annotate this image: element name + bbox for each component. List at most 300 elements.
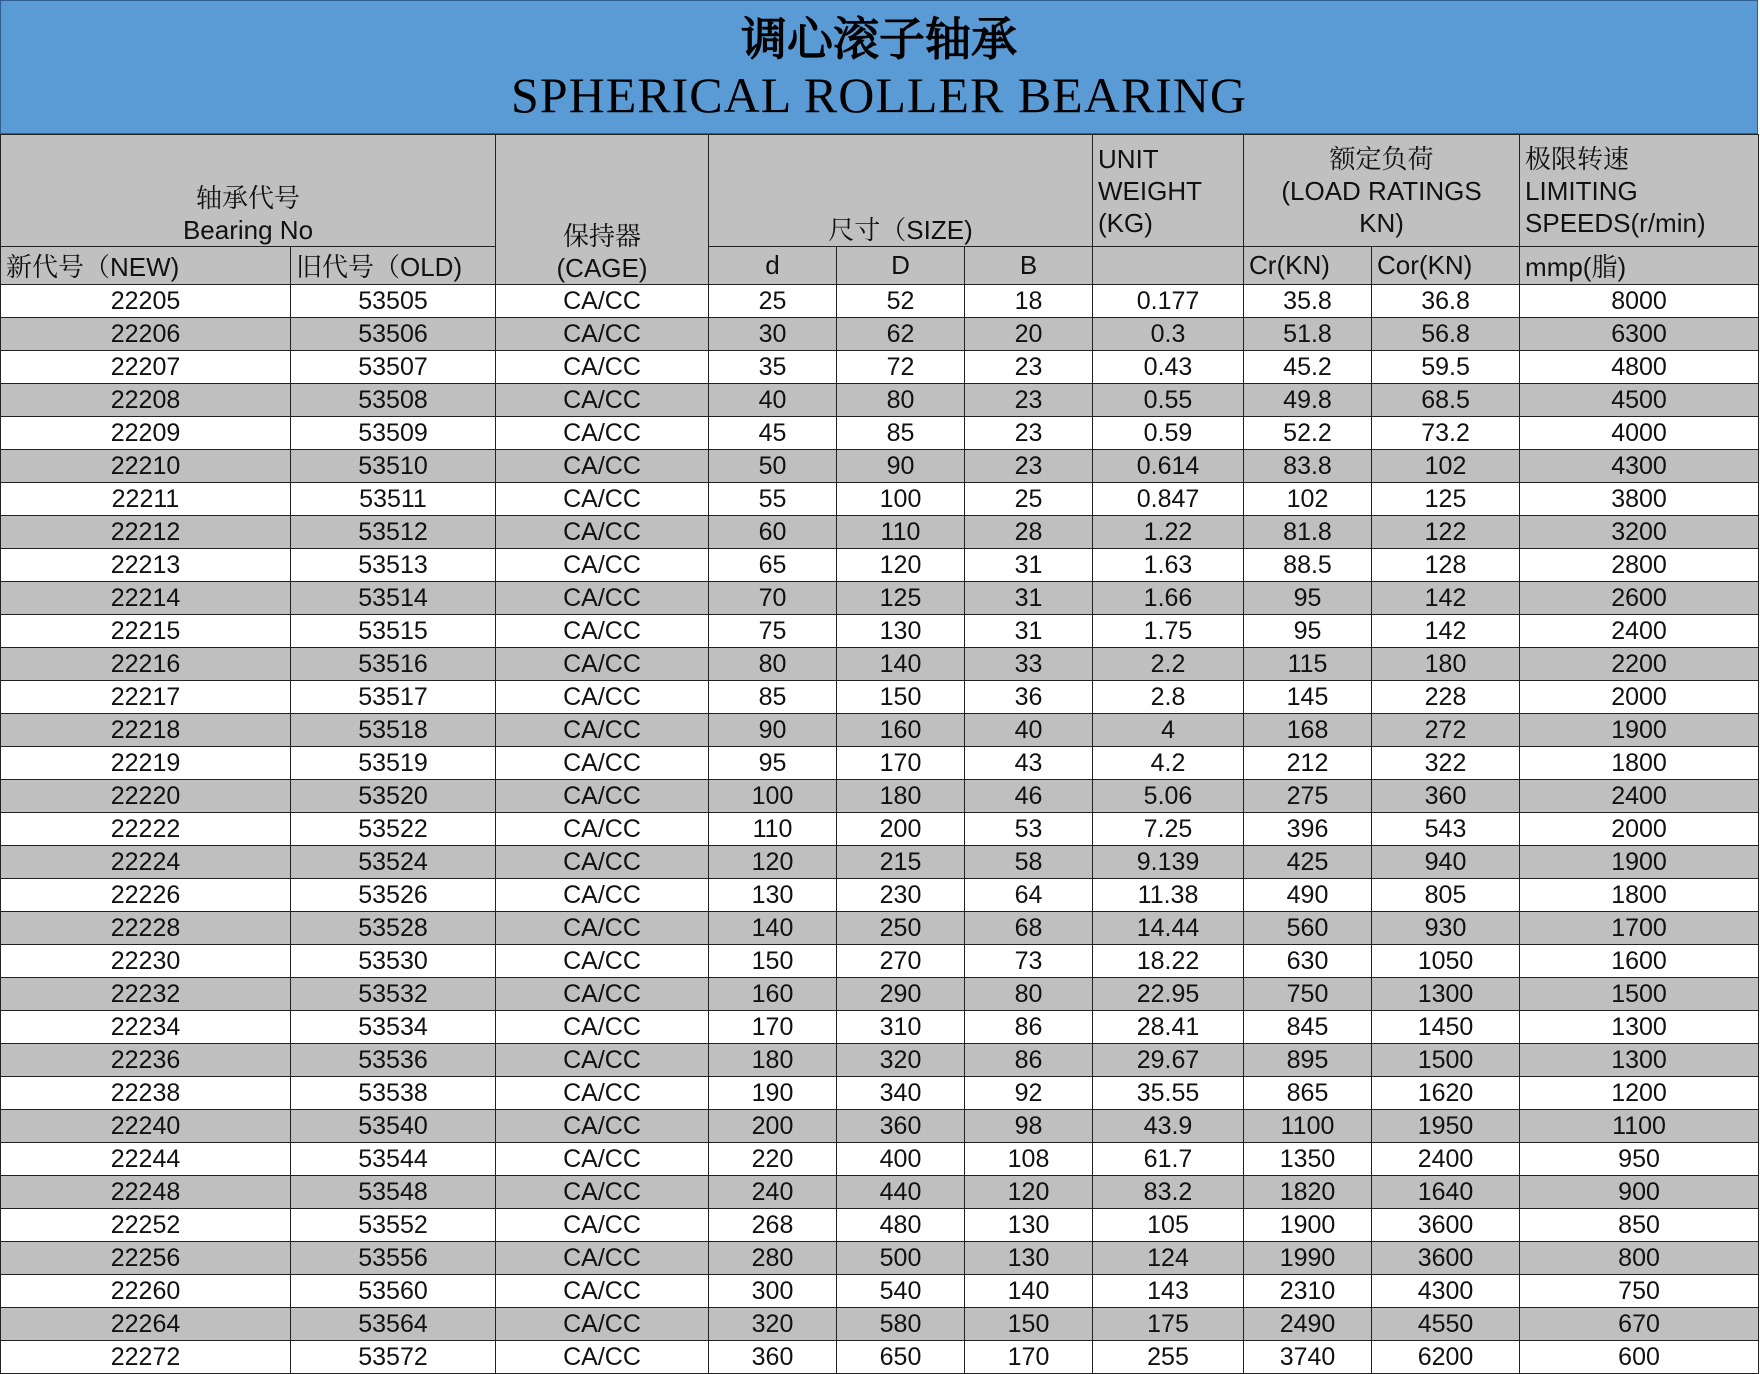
- cell-d[interactable]: 90: [709, 714, 837, 747]
- cell-D[interactable]: 360: [837, 1110, 965, 1143]
- cell-new-code[interactable]: 22232: [1, 978, 291, 1011]
- cell-cage[interactable]: CA/CC: [496, 1341, 709, 1374]
- cell-old-code[interactable]: 53572: [291, 1341, 496, 1374]
- cell-cage[interactable]: CA/CC: [496, 714, 709, 747]
- cell-unit-weight[interactable]: 0.3: [1093, 318, 1244, 351]
- cell-B[interactable]: 170: [965, 1341, 1093, 1374]
- cell-B[interactable]: 20: [965, 318, 1093, 351]
- cell-cage[interactable]: CA/CC: [496, 549, 709, 582]
- cell-d[interactable]: 140: [709, 912, 837, 945]
- cell-old-code[interactable]: 53552: [291, 1209, 496, 1242]
- cell-cage[interactable]: CA/CC: [496, 945, 709, 978]
- cell-cage[interactable]: CA/CC: [496, 1176, 709, 1209]
- cell-cr[interactable]: 750: [1244, 978, 1372, 1011]
- cell-B[interactable]: 31: [965, 615, 1093, 648]
- cell-limiting-speed[interactable]: 1700: [1520, 912, 1759, 945]
- cell-unit-weight[interactable]: 4.2: [1093, 747, 1244, 780]
- cell-cage[interactable]: CA/CC: [496, 1275, 709, 1308]
- cell-old-code[interactable]: 53536: [291, 1044, 496, 1077]
- cell-new-code[interactable]: 22264: [1, 1308, 291, 1341]
- cell-new-code[interactable]: 22236: [1, 1044, 291, 1077]
- cell-limiting-speed[interactable]: 2000: [1520, 813, 1759, 846]
- cell-old-code[interactable]: 53520: [291, 780, 496, 813]
- cell-cor[interactable]: 3600: [1372, 1209, 1520, 1242]
- cell-unit-weight[interactable]: 0.55: [1093, 384, 1244, 417]
- cell-B[interactable]: 40: [965, 714, 1093, 747]
- cell-cr[interactable]: 1900: [1244, 1209, 1372, 1242]
- cell-cage[interactable]: CA/CC: [496, 351, 709, 384]
- cell-limiting-speed[interactable]: 4800: [1520, 351, 1759, 384]
- cell-D[interactable]: 85: [837, 417, 965, 450]
- cell-limiting-speed[interactable]: 4300: [1520, 450, 1759, 483]
- cell-new-code[interactable]: 22260: [1, 1275, 291, 1308]
- cell-B[interactable]: 120: [965, 1176, 1093, 1209]
- cell-d[interactable]: 70: [709, 582, 837, 615]
- cell-new-code[interactable]: 22207: [1, 351, 291, 384]
- cell-old-code[interactable]: 53515: [291, 615, 496, 648]
- cell-new-code[interactable]: 22244: [1, 1143, 291, 1176]
- cell-B[interactable]: 130: [965, 1209, 1093, 1242]
- cell-limiting-speed[interactable]: 850: [1520, 1209, 1759, 1242]
- cell-D[interactable]: 170: [837, 747, 965, 780]
- cell-unit-weight[interactable]: 255: [1093, 1341, 1244, 1374]
- cell-unit-weight[interactable]: 5.06: [1093, 780, 1244, 813]
- cell-cr[interactable]: 168: [1244, 714, 1372, 747]
- cell-limiting-speed[interactable]: 1900: [1520, 714, 1759, 747]
- cell-cor[interactable]: 543: [1372, 813, 1520, 846]
- cell-B[interactable]: 58: [965, 846, 1093, 879]
- cell-new-code[interactable]: 22272: [1, 1341, 291, 1374]
- cell-unit-weight[interactable]: 0.614: [1093, 450, 1244, 483]
- cell-cor[interactable]: 272: [1372, 714, 1520, 747]
- cell-limiting-speed[interactable]: 600: [1520, 1341, 1759, 1374]
- cell-old-code[interactable]: 53564: [291, 1308, 496, 1341]
- cell-B[interactable]: 68: [965, 912, 1093, 945]
- cell-D[interactable]: 580: [837, 1308, 965, 1341]
- cell-unit-weight[interactable]: 61.7: [1093, 1143, 1244, 1176]
- cell-cor[interactable]: 360: [1372, 780, 1520, 813]
- cell-D[interactable]: 52: [837, 285, 965, 318]
- cell-B[interactable]: 86: [965, 1011, 1093, 1044]
- cell-cr[interactable]: 95: [1244, 615, 1372, 648]
- cell-old-code[interactable]: 53530: [291, 945, 496, 978]
- cell-unit-weight[interactable]: 29.67: [1093, 1044, 1244, 1077]
- cell-cage[interactable]: CA/CC: [496, 1011, 709, 1044]
- cell-cor[interactable]: 1620: [1372, 1077, 1520, 1110]
- cell-D[interactable]: 270: [837, 945, 965, 978]
- cell-B[interactable]: 140: [965, 1275, 1093, 1308]
- cell-old-code[interactable]: 53540: [291, 1110, 496, 1143]
- cell-unit-weight[interactable]: 43.9: [1093, 1110, 1244, 1143]
- cell-cr[interactable]: 630: [1244, 945, 1372, 978]
- cell-cage[interactable]: CA/CC: [496, 1242, 709, 1275]
- cell-cor[interactable]: 6200: [1372, 1341, 1520, 1374]
- cell-B[interactable]: 33: [965, 648, 1093, 681]
- cell-limiting-speed[interactable]: 750: [1520, 1275, 1759, 1308]
- cell-D[interactable]: 100: [837, 483, 965, 516]
- cell-limiting-speed[interactable]: 2800: [1520, 549, 1759, 582]
- cell-D[interactable]: 150: [837, 681, 965, 714]
- cell-old-code[interactable]: 53560: [291, 1275, 496, 1308]
- cell-cor[interactable]: 930: [1372, 912, 1520, 945]
- cell-d[interactable]: 280: [709, 1242, 837, 1275]
- cell-limiting-speed[interactable]: 6300: [1520, 318, 1759, 351]
- cell-new-code[interactable]: 22234: [1, 1011, 291, 1044]
- cell-cr[interactable]: 95: [1244, 582, 1372, 615]
- cell-cage[interactable]: CA/CC: [496, 318, 709, 351]
- cell-cor[interactable]: 36.8: [1372, 285, 1520, 318]
- cell-B[interactable]: 25: [965, 483, 1093, 516]
- cell-cage[interactable]: CA/CC: [496, 582, 709, 615]
- cell-cor[interactable]: 122: [1372, 516, 1520, 549]
- cell-D[interactable]: 250: [837, 912, 965, 945]
- cell-cor[interactable]: 1640: [1372, 1176, 1520, 1209]
- cell-cor[interactable]: 1300: [1372, 978, 1520, 1011]
- cell-cr[interactable]: 102: [1244, 483, 1372, 516]
- cell-new-code[interactable]: 22206: [1, 318, 291, 351]
- cell-d[interactable]: 150: [709, 945, 837, 978]
- cell-old-code[interactable]: 53505: [291, 285, 496, 318]
- cell-new-code[interactable]: 22205: [1, 285, 291, 318]
- cell-cage[interactable]: CA/CC: [496, 648, 709, 681]
- cell-new-code[interactable]: 22209: [1, 417, 291, 450]
- cell-cr[interactable]: 275: [1244, 780, 1372, 813]
- cell-d[interactable]: 50: [709, 450, 837, 483]
- cell-unit-weight[interactable]: 14.44: [1093, 912, 1244, 945]
- cell-limiting-speed[interactable]: 1900: [1520, 846, 1759, 879]
- cell-d[interactable]: 35: [709, 351, 837, 384]
- cell-cage[interactable]: CA/CC: [496, 1077, 709, 1110]
- cell-cor[interactable]: 3600: [1372, 1242, 1520, 1275]
- cell-unit-weight[interactable]: 175: [1093, 1308, 1244, 1341]
- cell-cor[interactable]: 125: [1372, 483, 1520, 516]
- cell-cr[interactable]: 3740: [1244, 1341, 1372, 1374]
- cell-cr[interactable]: 490: [1244, 879, 1372, 912]
- cell-B[interactable]: 92: [965, 1077, 1093, 1110]
- cell-d[interactable]: 110: [709, 813, 837, 846]
- cell-cage[interactable]: CA/CC: [496, 1209, 709, 1242]
- cell-cage[interactable]: CA/CC: [496, 1044, 709, 1077]
- cell-unit-weight[interactable]: 11.38: [1093, 879, 1244, 912]
- cell-cage[interactable]: CA/CC: [496, 780, 709, 813]
- cell-cr[interactable]: 81.8: [1244, 516, 1372, 549]
- cell-unit-weight[interactable]: 143: [1093, 1275, 1244, 1308]
- cell-unit-weight[interactable]: 105: [1093, 1209, 1244, 1242]
- cell-B[interactable]: 98: [965, 1110, 1093, 1143]
- cell-B[interactable]: 108: [965, 1143, 1093, 1176]
- cell-cage[interactable]: CA/CC: [496, 978, 709, 1011]
- cell-cr[interactable]: 145: [1244, 681, 1372, 714]
- cell-new-code[interactable]: 22226: [1, 879, 291, 912]
- cell-new-code[interactable]: 22238: [1, 1077, 291, 1110]
- cell-unit-weight[interactable]: 9.139: [1093, 846, 1244, 879]
- cell-limiting-speed[interactable]: 2000: [1520, 681, 1759, 714]
- cell-D[interactable]: 130: [837, 615, 965, 648]
- cell-d[interactable]: 300: [709, 1275, 837, 1308]
- cell-limiting-speed[interactable]: 1200: [1520, 1077, 1759, 1110]
- cell-cr[interactable]: 51.8: [1244, 318, 1372, 351]
- cell-D[interactable]: 140: [837, 648, 965, 681]
- cell-d[interactable]: 220: [709, 1143, 837, 1176]
- cell-old-code[interactable]: 53532: [291, 978, 496, 1011]
- cell-cor[interactable]: 1950: [1372, 1110, 1520, 1143]
- cell-cor[interactable]: 68.5: [1372, 384, 1520, 417]
- cell-D[interactable]: 72: [837, 351, 965, 384]
- cell-limiting-speed[interactable]: 2600: [1520, 582, 1759, 615]
- cell-old-code[interactable]: 53506: [291, 318, 496, 351]
- cell-d[interactable]: 55: [709, 483, 837, 516]
- cell-cage[interactable]: CA/CC: [496, 912, 709, 945]
- cell-cr[interactable]: 49.8: [1244, 384, 1372, 417]
- cell-limiting-speed[interactable]: 1300: [1520, 1011, 1759, 1044]
- cell-new-code[interactable]: 22252: [1, 1209, 291, 1242]
- cell-old-code[interactable]: 53517: [291, 681, 496, 714]
- cell-limiting-speed[interactable]: 950: [1520, 1143, 1759, 1176]
- cell-new-code[interactable]: 22212: [1, 516, 291, 549]
- cell-unit-weight[interactable]: 1.63: [1093, 549, 1244, 582]
- cell-new-code[interactable]: 22220: [1, 780, 291, 813]
- cell-new-code[interactable]: 22230: [1, 945, 291, 978]
- cell-cor[interactable]: 128: [1372, 549, 1520, 582]
- cell-d[interactable]: 180: [709, 1044, 837, 1077]
- cell-B[interactable]: 23: [965, 384, 1093, 417]
- cell-cr[interactable]: 425: [1244, 846, 1372, 879]
- cell-cage[interactable]: CA/CC: [496, 417, 709, 450]
- cell-cr[interactable]: 1100: [1244, 1110, 1372, 1143]
- cell-unit-weight[interactable]: 124: [1093, 1242, 1244, 1275]
- cell-limiting-speed[interactable]: 1100: [1520, 1110, 1759, 1143]
- cell-cage[interactable]: CA/CC: [496, 879, 709, 912]
- cell-B[interactable]: 46: [965, 780, 1093, 813]
- cell-cor[interactable]: 4300: [1372, 1275, 1520, 1308]
- cell-d[interactable]: 120: [709, 846, 837, 879]
- cell-unit-weight[interactable]: 1.66: [1093, 582, 1244, 615]
- cell-old-code[interactable]: 53544: [291, 1143, 496, 1176]
- cell-D[interactable]: 290: [837, 978, 965, 1011]
- cell-B[interactable]: 23: [965, 450, 1093, 483]
- cell-new-code[interactable]: 22215: [1, 615, 291, 648]
- cell-new-code[interactable]: 22210: [1, 450, 291, 483]
- cell-new-code[interactable]: 22240: [1, 1110, 291, 1143]
- cell-new-code[interactable]: 22214: [1, 582, 291, 615]
- cell-d[interactable]: 268: [709, 1209, 837, 1242]
- cell-new-code[interactable]: 22211: [1, 483, 291, 516]
- cell-d[interactable]: 45: [709, 417, 837, 450]
- cell-d[interactable]: 65: [709, 549, 837, 582]
- cell-new-code[interactable]: 22218: [1, 714, 291, 747]
- cell-limiting-speed[interactable]: 8000: [1520, 285, 1759, 318]
- cell-cr[interactable]: 212: [1244, 747, 1372, 780]
- cell-old-code[interactable]: 53516: [291, 648, 496, 681]
- cell-cr[interactable]: 45.2: [1244, 351, 1372, 384]
- cell-new-code[interactable]: 22217: [1, 681, 291, 714]
- cell-limiting-speed[interactable]: 2400: [1520, 780, 1759, 813]
- cell-limiting-speed[interactable]: 4500: [1520, 384, 1759, 417]
- cell-old-code[interactable]: 53528: [291, 912, 496, 945]
- cell-cr[interactable]: 1990: [1244, 1242, 1372, 1275]
- cell-cage[interactable]: CA/CC: [496, 846, 709, 879]
- cell-d[interactable]: 30: [709, 318, 837, 351]
- cell-cor[interactable]: 142: [1372, 615, 1520, 648]
- cell-old-code[interactable]: 53507: [291, 351, 496, 384]
- cell-cr[interactable]: 83.8: [1244, 450, 1372, 483]
- cell-d[interactable]: 200: [709, 1110, 837, 1143]
- cell-unit-weight[interactable]: 4: [1093, 714, 1244, 747]
- cell-d[interactable]: 130: [709, 879, 837, 912]
- cell-new-code[interactable]: 22208: [1, 384, 291, 417]
- cell-old-code[interactable]: 53526: [291, 879, 496, 912]
- cell-cage[interactable]: CA/CC: [496, 813, 709, 846]
- cell-old-code[interactable]: 53538: [291, 1077, 496, 1110]
- cell-unit-weight[interactable]: 7.25: [1093, 813, 1244, 846]
- cell-d[interactable]: 100: [709, 780, 837, 813]
- cell-unit-weight[interactable]: 28.41: [1093, 1011, 1244, 1044]
- cell-old-code[interactable]: 53524: [291, 846, 496, 879]
- cell-cr[interactable]: 88.5: [1244, 549, 1372, 582]
- cell-cor[interactable]: 102: [1372, 450, 1520, 483]
- cell-cr[interactable]: 35.8: [1244, 285, 1372, 318]
- cell-unit-weight[interactable]: 1.22: [1093, 516, 1244, 549]
- cell-unit-weight[interactable]: 2.2: [1093, 648, 1244, 681]
- cell-old-code[interactable]: 53514: [291, 582, 496, 615]
- cell-unit-weight[interactable]: 0.177: [1093, 285, 1244, 318]
- cell-d[interactable]: 85: [709, 681, 837, 714]
- cell-limiting-speed[interactable]: 3200: [1520, 516, 1759, 549]
- cell-limiting-speed[interactable]: 4000: [1520, 417, 1759, 450]
- cell-D[interactable]: 230: [837, 879, 965, 912]
- cell-cr[interactable]: 396: [1244, 813, 1372, 846]
- cell-limiting-speed[interactable]: 800: [1520, 1242, 1759, 1275]
- cell-cor[interactable]: 73.2: [1372, 417, 1520, 450]
- cell-d[interactable]: 190: [709, 1077, 837, 1110]
- cell-d[interactable]: 40: [709, 384, 837, 417]
- cell-d[interactable]: 170: [709, 1011, 837, 1044]
- cell-B[interactable]: 31: [965, 582, 1093, 615]
- cell-unit-weight[interactable]: 22.95: [1093, 978, 1244, 1011]
- cell-cor[interactable]: 2400: [1372, 1143, 1520, 1176]
- cell-cage[interactable]: CA/CC: [496, 384, 709, 417]
- cell-cage[interactable]: CA/CC: [496, 450, 709, 483]
- cell-new-code[interactable]: 22216: [1, 648, 291, 681]
- cell-B[interactable]: 36: [965, 681, 1093, 714]
- cell-d[interactable]: 60: [709, 516, 837, 549]
- cell-limiting-speed[interactable]: 1600: [1520, 945, 1759, 978]
- cell-old-code[interactable]: 53508: [291, 384, 496, 417]
- cell-limiting-speed[interactable]: 3800: [1520, 483, 1759, 516]
- cell-D[interactable]: 480: [837, 1209, 965, 1242]
- cell-d[interactable]: 80: [709, 648, 837, 681]
- cell-new-code[interactable]: 22219: [1, 747, 291, 780]
- cell-D[interactable]: 400: [837, 1143, 965, 1176]
- cell-cr[interactable]: 895: [1244, 1044, 1372, 1077]
- cell-d[interactable]: 75: [709, 615, 837, 648]
- cell-cr[interactable]: 115: [1244, 648, 1372, 681]
- cell-cor[interactable]: 805: [1372, 879, 1520, 912]
- cell-old-code[interactable]: 53511: [291, 483, 496, 516]
- cell-d[interactable]: 160: [709, 978, 837, 1011]
- cell-limiting-speed[interactable]: 1500: [1520, 978, 1759, 1011]
- cell-cr[interactable]: 2490: [1244, 1308, 1372, 1341]
- cell-D[interactable]: 80: [837, 384, 965, 417]
- cell-d[interactable]: 25: [709, 285, 837, 318]
- cell-unit-weight[interactable]: 83.2: [1093, 1176, 1244, 1209]
- cell-B[interactable]: 23: [965, 417, 1093, 450]
- cell-d[interactable]: 240: [709, 1176, 837, 1209]
- cell-cage[interactable]: CA/CC: [496, 1143, 709, 1176]
- cell-D[interactable]: 440: [837, 1176, 965, 1209]
- cell-cor[interactable]: 56.8: [1372, 318, 1520, 351]
- cell-D[interactable]: 90: [837, 450, 965, 483]
- cell-unit-weight[interactable]: 0.847: [1093, 483, 1244, 516]
- cell-B[interactable]: 28: [965, 516, 1093, 549]
- cell-cor[interactable]: 1450: [1372, 1011, 1520, 1044]
- cell-d[interactable]: 95: [709, 747, 837, 780]
- cell-new-code[interactable]: 22222: [1, 813, 291, 846]
- cell-D[interactable]: 340: [837, 1077, 965, 1110]
- cell-D[interactable]: 650: [837, 1341, 965, 1374]
- cell-cr[interactable]: 845: [1244, 1011, 1372, 1044]
- cell-D[interactable]: 160: [837, 714, 965, 747]
- cell-new-code[interactable]: 22228: [1, 912, 291, 945]
- cell-cage[interactable]: CA/CC: [496, 615, 709, 648]
- cell-B[interactable]: 150: [965, 1308, 1093, 1341]
- cell-B[interactable]: 18: [965, 285, 1093, 318]
- cell-old-code[interactable]: 53512: [291, 516, 496, 549]
- cell-old-code[interactable]: 53534: [291, 1011, 496, 1044]
- cell-old-code[interactable]: 53509: [291, 417, 496, 450]
- cell-old-code[interactable]: 53548: [291, 1176, 496, 1209]
- cell-cor[interactable]: 940: [1372, 846, 1520, 879]
- cell-old-code[interactable]: 53510: [291, 450, 496, 483]
- cell-B[interactable]: 80: [965, 978, 1093, 1011]
- cell-cor[interactable]: 4550: [1372, 1308, 1520, 1341]
- cell-unit-weight[interactable]: 0.43: [1093, 351, 1244, 384]
- cell-cor[interactable]: 322: [1372, 747, 1520, 780]
- cell-old-code[interactable]: 53519: [291, 747, 496, 780]
- cell-unit-weight[interactable]: 18.22: [1093, 945, 1244, 978]
- cell-D[interactable]: 120: [837, 549, 965, 582]
- cell-limiting-speed[interactable]: 2200: [1520, 648, 1759, 681]
- cell-cr[interactable]: 2310: [1244, 1275, 1372, 1308]
- cell-cage[interactable]: CA/CC: [496, 747, 709, 780]
- cell-cr[interactable]: 1350: [1244, 1143, 1372, 1176]
- cell-limiting-speed[interactable]: 2400: [1520, 615, 1759, 648]
- cell-cage[interactable]: CA/CC: [496, 681, 709, 714]
- cell-D[interactable]: 125: [837, 582, 965, 615]
- cell-B[interactable]: 23: [965, 351, 1093, 384]
- cell-cage[interactable]: CA/CC: [496, 1308, 709, 1341]
- cell-d[interactable]: 360: [709, 1341, 837, 1374]
- cell-D[interactable]: 310: [837, 1011, 965, 1044]
- cell-new-code[interactable]: 22256: [1, 1242, 291, 1275]
- cell-cr[interactable]: 865: [1244, 1077, 1372, 1110]
- cell-B[interactable]: 31: [965, 549, 1093, 582]
- cell-B[interactable]: 53: [965, 813, 1093, 846]
- cell-limiting-speed[interactable]: 1800: [1520, 879, 1759, 912]
- cell-cor[interactable]: 1500: [1372, 1044, 1520, 1077]
- cell-unit-weight[interactable]: 0.59: [1093, 417, 1244, 450]
- cell-D[interactable]: 215: [837, 846, 965, 879]
- cell-new-code[interactable]: 22224: [1, 846, 291, 879]
- cell-unit-weight[interactable]: 1.75: [1093, 615, 1244, 648]
- cell-cage[interactable]: CA/CC: [496, 483, 709, 516]
- cell-cr[interactable]: 1820: [1244, 1176, 1372, 1209]
- cell-D[interactable]: 110: [837, 516, 965, 549]
- cell-D[interactable]: 500: [837, 1242, 965, 1275]
- cell-B[interactable]: 130: [965, 1242, 1093, 1275]
- cell-D[interactable]: 540: [837, 1275, 965, 1308]
- cell-B[interactable]: 43: [965, 747, 1093, 780]
